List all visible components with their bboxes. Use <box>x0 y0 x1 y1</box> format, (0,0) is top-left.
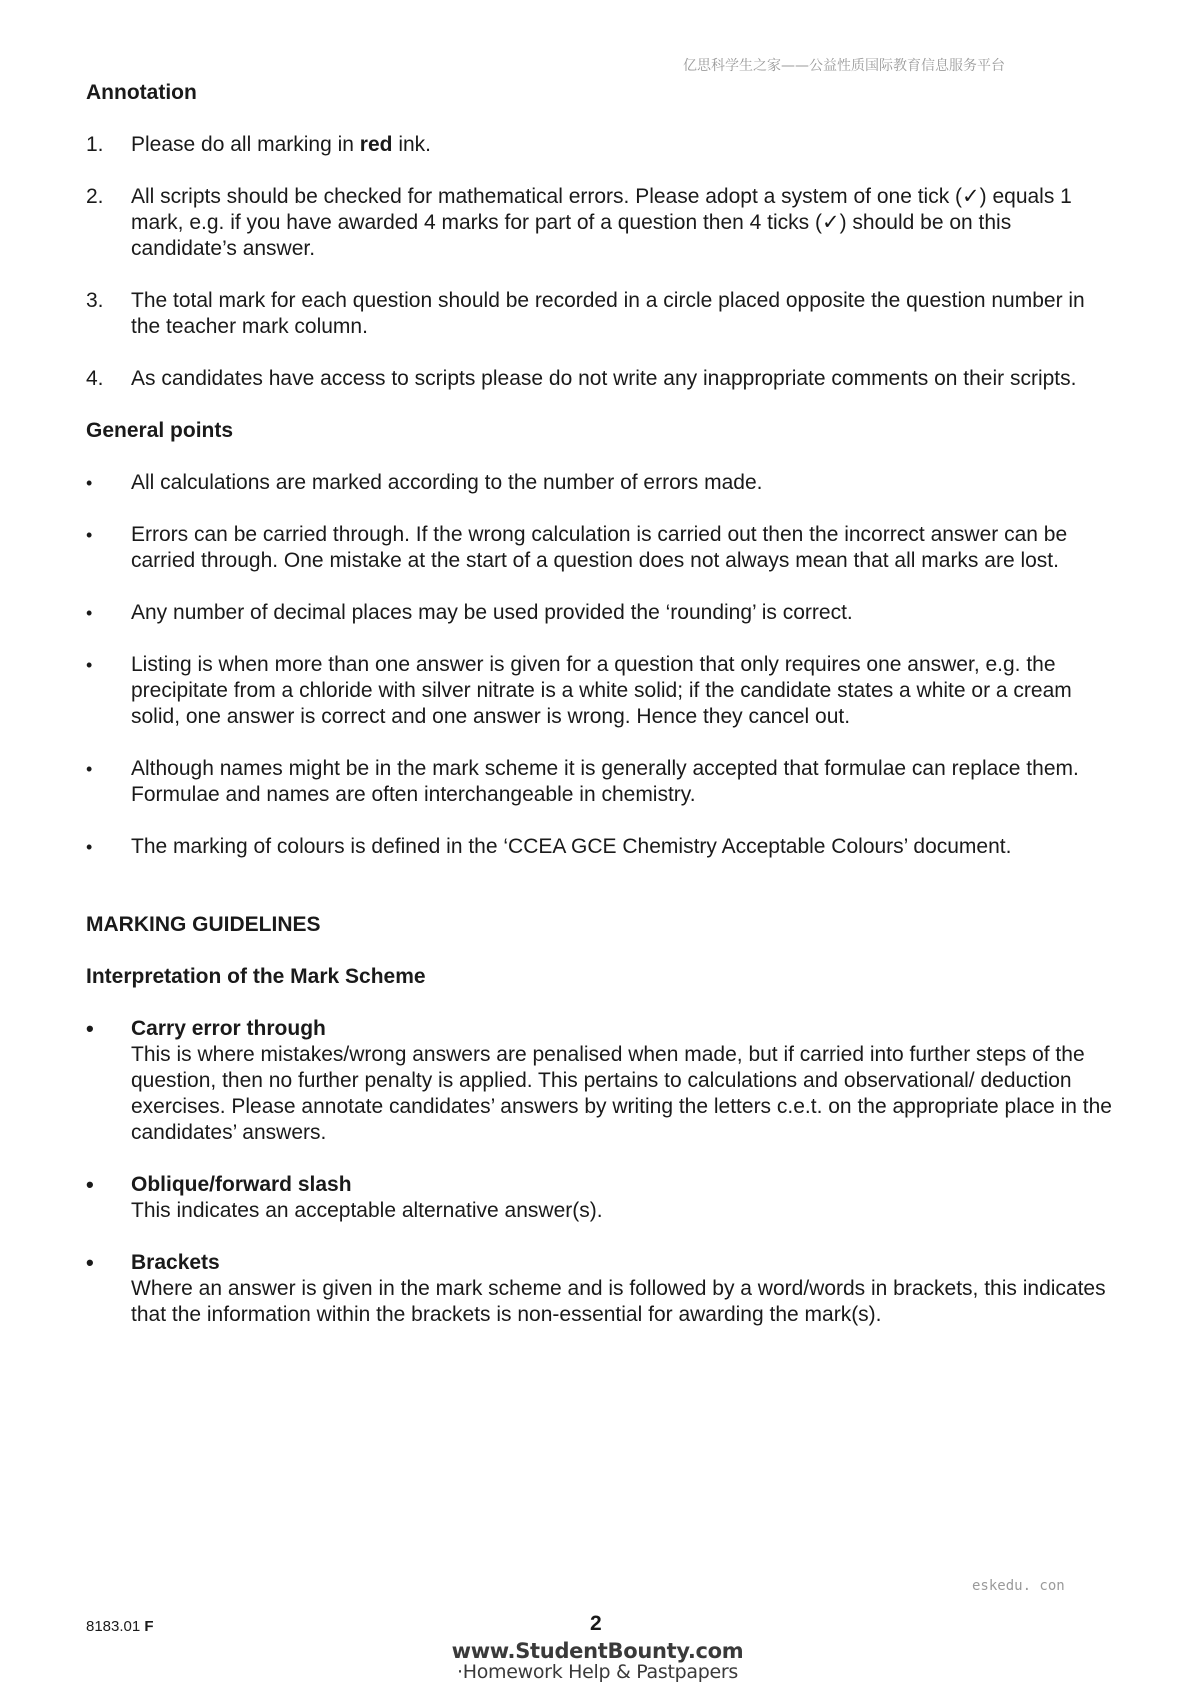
general-point-item <box>86 834 1116 860</box>
annotation-list <box>86 132 1116 392</box>
bullet: • <box>86 759 93 779</box>
guideline-term: Brackets <box>131 1251 220 1274</box>
bullet: • <box>86 1250 94 1275</box>
marking-guidelines-heading: MARKING GUIDELINES <box>86 913 321 936</box>
guideline-item-brackets <box>86 1250 1116 1328</box>
marking-guidelines-list <box>86 1016 1116 1328</box>
general-points-list <box>86 470 1116 860</box>
code-number: 8183.01 <box>86 1618 141 1635</box>
code-suffix: F <box>144 1618 154 1635</box>
general-point-item <box>86 600 1116 626</box>
list-text: Although names might be in the mark scheme it is generally accepted that formulae can replace them. Formulae and names are often interchangeable in chemistry. <box>131 757 1079 806</box>
interpretation-subheading: Interpretation of the Mark Scheme <box>86 965 426 988</box>
footer-watermark: eskedu. con <box>972 1578 1065 1594</box>
logo-tagline: ·Homework Help & Pastpapers <box>456 1661 739 1683</box>
list-text <box>131 132 1116 158</box>
document-code <box>86 1618 154 1635</box>
bullet: • <box>86 603 93 623</box>
annotation-item-1 <box>86 132 1116 158</box>
list-number: 1. <box>86 133 104 156</box>
bullet: • <box>86 1016 94 1041</box>
guideline-content <box>131 1016 1116 1146</box>
list-number: 4. <box>86 367 104 390</box>
logo-url: www.StudentBounty.com <box>451 1639 744 1663</box>
general-point-item <box>86 652 1116 730</box>
list-text: Listing is when more than one answer is given for a question that only requires one answer, e.g. the precipitate from a chloride with silver nitrate is a white solid; if the candidate states a white or a cream solid, one answer is correct and one answer is wrong. Hence they cancel out. <box>131 653 1072 728</box>
guideline-content <box>131 1250 1116 1328</box>
list-text: As candidates have access to scripts please do not write any inappropriate comments on their scripts. <box>131 367 1077 390</box>
general-points-heading: General points <box>86 419 234 442</box>
general-point-item <box>86 522 1116 574</box>
bullet: • <box>86 655 93 675</box>
studentbounty-logo <box>445 1640 750 1682</box>
list-text: Any number of decimal places may be used provided the ‘rounding’ is correct. <box>131 601 853 624</box>
guideline-term: Oblique/forward slash <box>131 1173 352 1196</box>
list-text: The marking of colours is defined in the ‘CCEA GCE Chemistry Acceptable Colours’ document. <box>131 835 1012 858</box>
page-number: 2 <box>590 1612 602 1635</box>
general-point-item <box>86 470 1116 496</box>
list-number: 2. <box>86 185 104 208</box>
annotation-item-4 <box>86 366 1116 392</box>
guideline-content <box>131 1172 1116 1224</box>
guideline-text: Where an answer is given in the mark scheme and is followed by a word/words in brackets, this indicates that the information within the brackets is non-essential for awarding the mark(s). <box>131 1277 1106 1326</box>
document-body <box>86 80 1116 1328</box>
guideline-text: This indicates an acceptable alternative answer(s). <box>131 1199 603 1222</box>
bullet: • <box>86 525 93 545</box>
bullet: • <box>86 837 93 857</box>
list-text: All scripts should be checked for mathematical errors. Please adopt a system of one tick (✓) equals 1 mark, e.g. if you have awarded 4 marks for part of a question then 4 ticks (✓) should be on this candidate’s answer. <box>131 185 1072 260</box>
header-watermark: 亿思科学生之家——公益性质国际教育信息服务平台 <box>683 58 1005 74</box>
emphasis-red: red <box>359 133 393 156</box>
list-number: 3. <box>86 289 104 312</box>
annotation-heading: Annotation <box>86 81 197 104</box>
list-text: Errors can be carried through. If the wrong calculation is carried out then the incorrect answer can be carried through. One mistake at the start of a question does not always mean that all marks are lost. <box>131 523 1068 572</box>
list-text: The total mark for each question should be recorded in a circle placed opposite the question number in the teacher mark column. <box>131 289 1085 338</box>
guideline-text: This is where mistakes/wrong answers are penalised when made, but if carried into further steps of the question, then no further penalty is applied. This pertains to calculations and observational/ deduction exercises. Please annotate candidates’ answers by writing the letters c.e.t. on the appropriate place in the candidates’ answers. <box>131 1043 1112 1144</box>
text-run: Please do all marking in <box>131 133 360 156</box>
bullet: • <box>86 1172 94 1197</box>
guideline-item-slash <box>86 1172 1116 1224</box>
annotation-item-3 <box>86 288 1116 340</box>
guideline-term: Carry error through <box>131 1017 326 1040</box>
annotation-item-2 <box>86 184 1116 262</box>
text-run: ink. <box>392 133 431 156</box>
guideline-item-carry-error <box>86 1016 1116 1146</box>
bullet: • <box>86 473 93 493</box>
general-point-item <box>86 756 1116 808</box>
list-text: All calculations are marked according to the number of errors made. <box>131 471 763 494</box>
